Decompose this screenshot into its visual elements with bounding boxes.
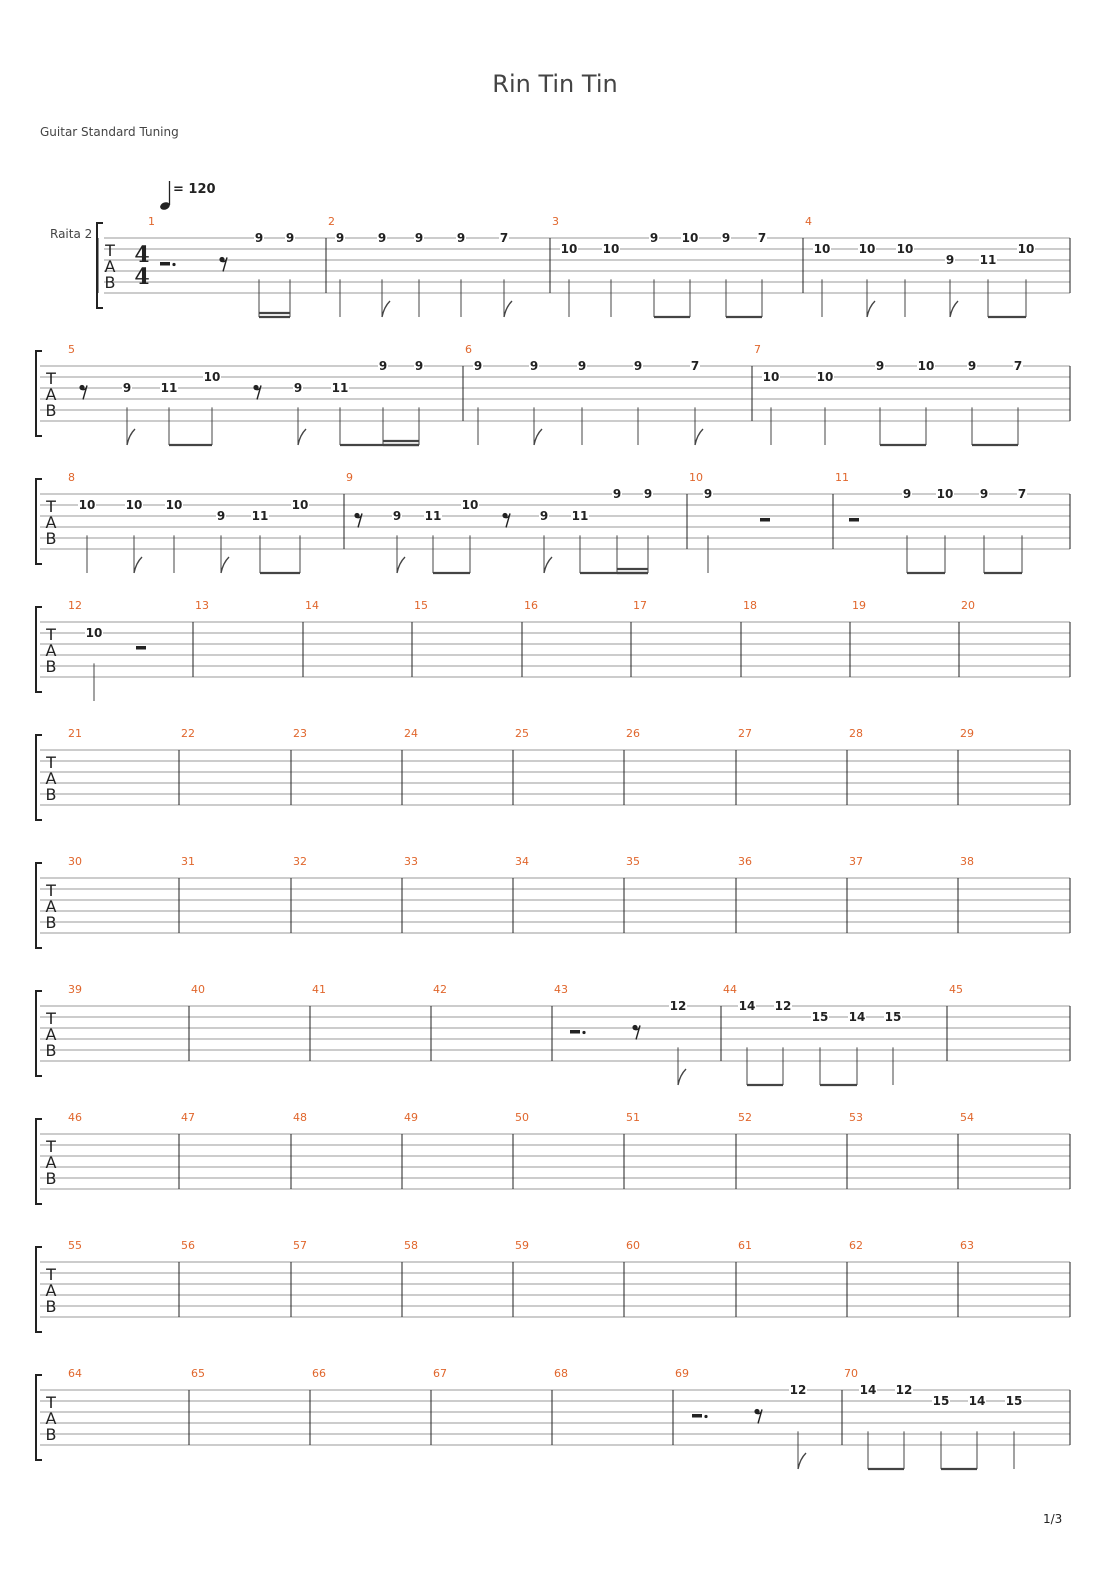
tab-clef-letter: B bbox=[45, 1169, 57, 1188]
fret-number: 10 bbox=[858, 242, 876, 256]
fret-number: 7 bbox=[1017, 487, 1027, 501]
fret-number: 11 bbox=[160, 381, 178, 395]
measure-number: 52 bbox=[738, 1111, 752, 1124]
fret-number: 14 bbox=[738, 999, 756, 1013]
half-rest bbox=[160, 262, 170, 266]
tab-clef-letter: A bbox=[45, 641, 57, 660]
measure-number: 25 bbox=[515, 727, 529, 740]
measure-number: 2 bbox=[328, 215, 335, 228]
fret-number: 10 bbox=[762, 370, 780, 384]
tab-clef-letter: A bbox=[45, 769, 57, 788]
tab-clef-letter: T bbox=[46, 625, 56, 644]
half-rest bbox=[849, 518, 859, 522]
measure-number: 46 bbox=[68, 1111, 82, 1124]
measure-number: 11 bbox=[835, 471, 849, 484]
note-flag bbox=[127, 429, 135, 445]
tab-clef-letter: T bbox=[46, 369, 56, 388]
measure-number: 26 bbox=[626, 727, 640, 740]
fret-number: 12 bbox=[789, 1383, 807, 1397]
measure-number: 15 bbox=[414, 599, 428, 612]
fret-number: 15 bbox=[884, 1010, 902, 1024]
tab-clef-letter: A bbox=[45, 897, 57, 916]
measure-number: 7 bbox=[754, 343, 761, 356]
note-flag bbox=[298, 429, 306, 445]
staff-system bbox=[36, 983, 1070, 1085]
fret-number: 11 bbox=[979, 253, 997, 267]
fret-number: 9 bbox=[721, 231, 731, 245]
fret-number: 9 bbox=[703, 487, 713, 501]
tab-clef-letter: T bbox=[46, 1393, 56, 1412]
fret-number: 9 bbox=[967, 359, 977, 373]
tab-clef-letter: B bbox=[45, 913, 57, 932]
staff-system bbox=[36, 727, 1070, 820]
note-flag bbox=[678, 1069, 686, 1085]
fret-number: 9 bbox=[643, 487, 653, 501]
measure-number: 8 bbox=[68, 471, 75, 484]
measure-number: 60 bbox=[626, 1239, 640, 1252]
fret-number: 11 bbox=[251, 509, 269, 523]
tab-clef-letter: A bbox=[45, 1025, 57, 1044]
measure-number: 24 bbox=[404, 727, 418, 740]
staff-bracket bbox=[36, 735, 42, 820]
measure-number: 18 bbox=[743, 599, 757, 612]
fret-number: 15 bbox=[932, 1394, 950, 1408]
fret-number: 9 bbox=[577, 359, 587, 373]
page-number: 1/3 bbox=[1043, 1512, 1063, 1526]
note-flag bbox=[534, 429, 542, 445]
tab-clef-letter: T bbox=[46, 753, 56, 772]
measure-number: 35 bbox=[626, 855, 640, 868]
fret-number: 10 bbox=[165, 498, 183, 512]
measure-number: 70 bbox=[844, 1367, 858, 1380]
measure-number: 33 bbox=[404, 855, 418, 868]
measure-number: 40 bbox=[191, 983, 205, 996]
measure-number: 9 bbox=[346, 471, 353, 484]
fret-number: 9 bbox=[902, 487, 912, 501]
measure-number: 61 bbox=[738, 1239, 752, 1252]
fret-number: 9 bbox=[539, 509, 549, 523]
tab-clef-letter: T bbox=[46, 1009, 56, 1028]
measure-number: 57 bbox=[293, 1239, 307, 1252]
fret-number: 14 bbox=[859, 1383, 877, 1397]
fret-number: 10 bbox=[291, 498, 309, 512]
fret-number: 10 bbox=[917, 359, 935, 373]
fret-number: 10 bbox=[1017, 242, 1035, 256]
measure-number: 53 bbox=[849, 1111, 863, 1124]
measure-number: 51 bbox=[626, 1111, 640, 1124]
tab-clef-letter: A bbox=[45, 1281, 57, 1300]
tempo-marking: = 120 bbox=[173, 182, 216, 197]
tab-clef-letter: B bbox=[45, 401, 57, 420]
fret-number: 9 bbox=[414, 231, 424, 245]
fret-number: 10 bbox=[813, 242, 831, 256]
note-flag bbox=[397, 557, 405, 573]
measure-number: 63 bbox=[960, 1239, 974, 1252]
note-flag bbox=[695, 429, 703, 445]
staff-system bbox=[36, 1111, 1070, 1204]
half-rest bbox=[570, 1030, 580, 1034]
measure-number: 13 bbox=[195, 599, 209, 612]
measure-number: 37 bbox=[849, 855, 863, 868]
note-flag bbox=[867, 301, 875, 317]
fret-number: 9 bbox=[254, 231, 264, 245]
fret-number: 7 bbox=[499, 231, 509, 245]
fret-number: 7 bbox=[1013, 359, 1023, 373]
rest-dot bbox=[172, 263, 175, 266]
fret-number: 9 bbox=[335, 231, 345, 245]
score-title: Rin Tin Tin bbox=[492, 70, 618, 98]
measure-number: 50 bbox=[515, 1111, 529, 1124]
fret-number: 10 bbox=[681, 231, 699, 245]
fret-number: 9 bbox=[392, 509, 402, 523]
tab-clef-letter: T bbox=[46, 1265, 56, 1284]
fret-number: 10 bbox=[602, 242, 620, 256]
fret-number: 10 bbox=[816, 370, 834, 384]
fret-number: 9 bbox=[945, 253, 955, 267]
measure-number: 62 bbox=[849, 1239, 863, 1252]
measure-number: 23 bbox=[293, 727, 307, 740]
measure-number: 43 bbox=[554, 983, 568, 996]
measure-number: 22 bbox=[181, 727, 195, 740]
fret-number: 9 bbox=[122, 381, 132, 395]
measure-number: 10 bbox=[689, 471, 703, 484]
measure-number: 69 bbox=[675, 1367, 689, 1380]
measure-number: 4 bbox=[805, 215, 812, 228]
measure-number: 42 bbox=[433, 983, 447, 996]
tab-clef-letter: B bbox=[45, 657, 57, 676]
measure-number: 34 bbox=[515, 855, 529, 868]
tab-clef-letter: B bbox=[45, 529, 57, 548]
staff-bracket bbox=[36, 1119, 42, 1204]
staff-system bbox=[36, 471, 1070, 573]
fret-number: 11 bbox=[571, 509, 589, 523]
measure-number: 19 bbox=[852, 599, 866, 612]
measure-number: 41 bbox=[312, 983, 326, 996]
note-flag bbox=[134, 557, 142, 573]
measure-number: 20 bbox=[961, 599, 975, 612]
fret-number: 7 bbox=[690, 359, 700, 373]
staff-system bbox=[36, 1239, 1070, 1332]
fret-number: 10 bbox=[461, 498, 479, 512]
fret-number: 9 bbox=[414, 359, 424, 373]
measure-number: 64 bbox=[68, 1367, 82, 1380]
fret-number: 9 bbox=[649, 231, 659, 245]
fret-number: 10 bbox=[896, 242, 914, 256]
measure-number: 59 bbox=[515, 1239, 529, 1252]
tab-clef-letter: A bbox=[45, 1153, 57, 1172]
fret-number: 9 bbox=[529, 359, 539, 373]
time-signature-bottom: 4 bbox=[134, 264, 150, 290]
tab-clef-letter: B bbox=[104, 273, 116, 292]
staff-system bbox=[36, 599, 1070, 701]
half-rest bbox=[136, 646, 146, 650]
fret-number: 7 bbox=[757, 231, 767, 245]
tab-clef-letter: A bbox=[45, 1409, 57, 1428]
tuning-label: Guitar Standard Tuning bbox=[40, 125, 179, 139]
fret-number: 11 bbox=[331, 381, 349, 395]
measure-number: 55 bbox=[68, 1239, 82, 1252]
fret-number: 9 bbox=[216, 509, 226, 523]
measure-number: 28 bbox=[849, 727, 863, 740]
measure-number: 58 bbox=[404, 1239, 418, 1252]
measure-number: 36 bbox=[738, 855, 752, 868]
staff-bracket bbox=[36, 863, 42, 948]
measure-number: 68 bbox=[554, 1367, 568, 1380]
measure-number: 1 bbox=[148, 215, 155, 228]
fret-number: 10 bbox=[203, 370, 221, 384]
tab-clef-letter: B bbox=[45, 785, 57, 804]
measure-number: 45 bbox=[949, 983, 963, 996]
note-flag bbox=[950, 301, 958, 317]
fret-number: 9 bbox=[285, 231, 295, 245]
note-flag bbox=[544, 557, 552, 573]
staff-system bbox=[36, 1367, 1070, 1469]
measure-number: 27 bbox=[738, 727, 752, 740]
measure-number: 65 bbox=[191, 1367, 205, 1380]
tab-clef-letter: T bbox=[46, 1137, 56, 1156]
measure-number: 16 bbox=[524, 599, 538, 612]
measure-number: 32 bbox=[293, 855, 307, 868]
tab-clef-letter: A bbox=[45, 385, 57, 404]
staff-system bbox=[36, 855, 1070, 948]
fret-number: 11 bbox=[424, 509, 442, 523]
measure-number: 39 bbox=[68, 983, 82, 996]
fret-number: 14 bbox=[848, 1010, 866, 1024]
fret-number: 12 bbox=[774, 999, 792, 1013]
measure-number: 47 bbox=[181, 1111, 195, 1124]
tab-clef-letter: A bbox=[104, 257, 116, 276]
measure-number: 38 bbox=[960, 855, 974, 868]
fret-number: 9 bbox=[456, 231, 466, 245]
half-rest bbox=[692, 1414, 702, 1418]
note-flag bbox=[798, 1453, 806, 1469]
half-rest bbox=[760, 518, 770, 522]
measure-number: 12 bbox=[68, 599, 82, 612]
fret-number: 10 bbox=[78, 498, 96, 512]
measure-number: 48 bbox=[293, 1111, 307, 1124]
measure-number: 21 bbox=[68, 727, 82, 740]
note-flag bbox=[382, 301, 390, 317]
tab-clef-letter: T bbox=[46, 881, 56, 900]
measure-number: 14 bbox=[305, 599, 319, 612]
tab-clef-letter: T bbox=[105, 241, 115, 260]
tab-clef-letter: B bbox=[45, 1425, 57, 1444]
measure-number: 56 bbox=[181, 1239, 195, 1252]
staff-bracket bbox=[36, 1247, 42, 1332]
fret-number: 12 bbox=[895, 1383, 913, 1397]
fret-number: 14 bbox=[968, 1394, 986, 1408]
measure-number: 29 bbox=[960, 727, 974, 740]
measure-number: 44 bbox=[723, 983, 737, 996]
fret-number: 9 bbox=[473, 359, 483, 373]
staff-bracket bbox=[36, 1375, 42, 1460]
fret-number: 12 bbox=[669, 999, 687, 1013]
staff-bracket bbox=[36, 991, 42, 1076]
fret-number: 10 bbox=[125, 498, 143, 512]
measure-number: 30 bbox=[68, 855, 82, 868]
fret-number: 9 bbox=[979, 487, 989, 501]
tab-clef-letter: T bbox=[46, 497, 56, 516]
fret-number: 9 bbox=[377, 231, 387, 245]
track-name: Raita 2 bbox=[50, 227, 93, 241]
measure-number: 54 bbox=[960, 1111, 974, 1124]
rest-dot bbox=[582, 1031, 585, 1034]
measure-number: 31 bbox=[181, 855, 195, 868]
measure-number: 3 bbox=[552, 215, 559, 228]
fret-number: 15 bbox=[811, 1010, 829, 1024]
measure-number: 17 bbox=[633, 599, 647, 612]
measure-number: 49 bbox=[404, 1111, 418, 1124]
fret-number: 15 bbox=[1005, 1394, 1023, 1408]
measure-number: 66 bbox=[312, 1367, 326, 1380]
fret-number: 9 bbox=[875, 359, 885, 373]
staff-bracket bbox=[36, 351, 42, 436]
staff-bracket bbox=[36, 607, 42, 692]
staff-system bbox=[50, 181, 1070, 317]
measure-number: 5 bbox=[68, 343, 75, 356]
measure-number: 6 bbox=[465, 343, 472, 356]
fret-number: 9 bbox=[633, 359, 643, 373]
fret-number: 10 bbox=[936, 487, 954, 501]
fret-number: 9 bbox=[378, 359, 388, 373]
fret-number: 10 bbox=[560, 242, 578, 256]
note-flag bbox=[221, 557, 229, 573]
fret-number: 10 bbox=[85, 626, 103, 640]
staff-system bbox=[36, 343, 1070, 445]
staff-bracket bbox=[36, 479, 42, 564]
tab-clef-letter: B bbox=[45, 1297, 57, 1316]
note-flag bbox=[504, 301, 512, 317]
fret-number: 9 bbox=[612, 487, 622, 501]
fret-number: 9 bbox=[293, 381, 303, 395]
time-signature-top: 4 bbox=[134, 242, 150, 268]
tab-clef-letter: B bbox=[45, 1041, 57, 1060]
measure-number: 67 bbox=[433, 1367, 447, 1380]
rest-dot bbox=[704, 1415, 707, 1418]
tab-clef-letter: A bbox=[45, 513, 57, 532]
